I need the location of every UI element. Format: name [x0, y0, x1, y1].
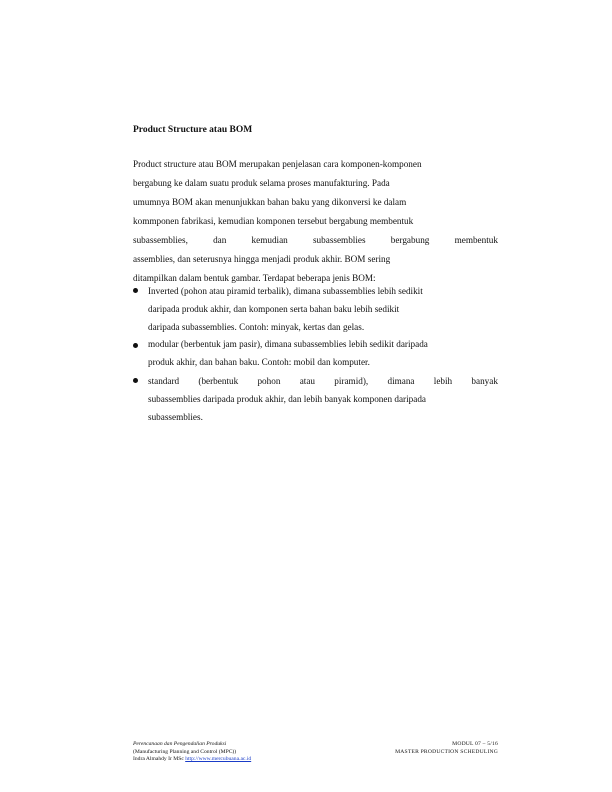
- list-item-text: [148, 282, 498, 336]
- footer-module-number: MODUL 07 – 5/16: [452, 741, 498, 747]
- word: subassemblies: [312, 235, 366, 245]
- list-item-line: subassemblies.: [148, 412, 203, 422]
- word: subassemblies,: [133, 235, 188, 245]
- list-item-line: daripada subassemblies. Contoh: minyak, kertas dan gelas.: [148, 322, 365, 332]
- footer-author: Indra Almahdy Ir MSc: [133, 756, 186, 762]
- intro-line: kommponen fabrikasi, kemudian komponen tersebut bergabung membentuk: [133, 216, 414, 226]
- footer-module-info: [395, 741, 498, 756]
- intro-line: bergabung ke dalam suatu produk selama proses manufakturing. Pada: [133, 178, 390, 188]
- word: (berbentuk: [198, 376, 239, 386]
- intro-justified-line: [133, 231, 498, 250]
- word: kemudian: [251, 235, 288, 245]
- intro-line: Product structure atau BOM merupakan penjelasan cara komponen-komponen: [133, 159, 422, 169]
- list-item-justified-line: [148, 372, 498, 390]
- footer-course-subtitle: (Manufacturing Planning and Control (MPC)): [133, 748, 237, 755]
- word: lebih: [433, 376, 453, 386]
- intro-line: ditampilkan dalam bentuk gambar. Terdapat beberapa jenis BOM:: [133, 273, 376, 283]
- intro-line: assemblies, dan seterusnya hingga menjadi produk akhir. BOM sering: [133, 254, 391, 264]
- word: membentuk: [454, 235, 498, 245]
- intro-line: umumnya BOM akan menunjukkan bahan baku yang dikonversi ke dalam: [133, 197, 407, 207]
- bullet-icon: [133, 343, 138, 348]
- list-item-text: [148, 372, 498, 426]
- word: banyak: [471, 376, 498, 386]
- list-item-line: produk akhir, dan bahan baku. Contoh: mobil dan komputer.: [148, 357, 370, 367]
- list-item-text: [148, 335, 498, 371]
- section-heading: Product Structure atau BOM: [133, 125, 253, 135]
- list-item-line: modular (berbentuk jam pasir), dimana subassemblies lebih sedikit daripada: [148, 339, 428, 349]
- bullet-icon: [133, 378, 138, 383]
- word: standard: [148, 376, 180, 386]
- word: bergabung: [390, 235, 430, 245]
- list-item-line: subassemblies daripada produk akhir, dan lebih banyak komponen daripada: [148, 394, 426, 404]
- footer-course-title: Perencanaan dan Pengendalian Produksi: [133, 741, 227, 747]
- list-item-line: Inverted (pohon atau piramid terbalik), dimana subassemblies lebih sedikit: [148, 286, 423, 296]
- bullet-icon: [133, 288, 138, 293]
- word: dan: [213, 235, 227, 245]
- footer-website-link[interactable]: http://www.mercubuana.ac.id: [185, 756, 252, 762]
- footer-author-line: [133, 756, 251, 764]
- word: pohon: [257, 376, 281, 386]
- word: dimana: [387, 376, 415, 386]
- footer-module-title: MASTER PRODUCTION SCHEDULING: [395, 748, 498, 755]
- list-item-line: daripada produk akhir, dan komponen serta bahan baku lebih sedikit: [148, 304, 400, 314]
- footer-course-info: [133, 741, 251, 764]
- intro-paragraph: [133, 155, 498, 282]
- word: atau: [299, 376, 315, 386]
- word: piramid),: [334, 376, 369, 386]
